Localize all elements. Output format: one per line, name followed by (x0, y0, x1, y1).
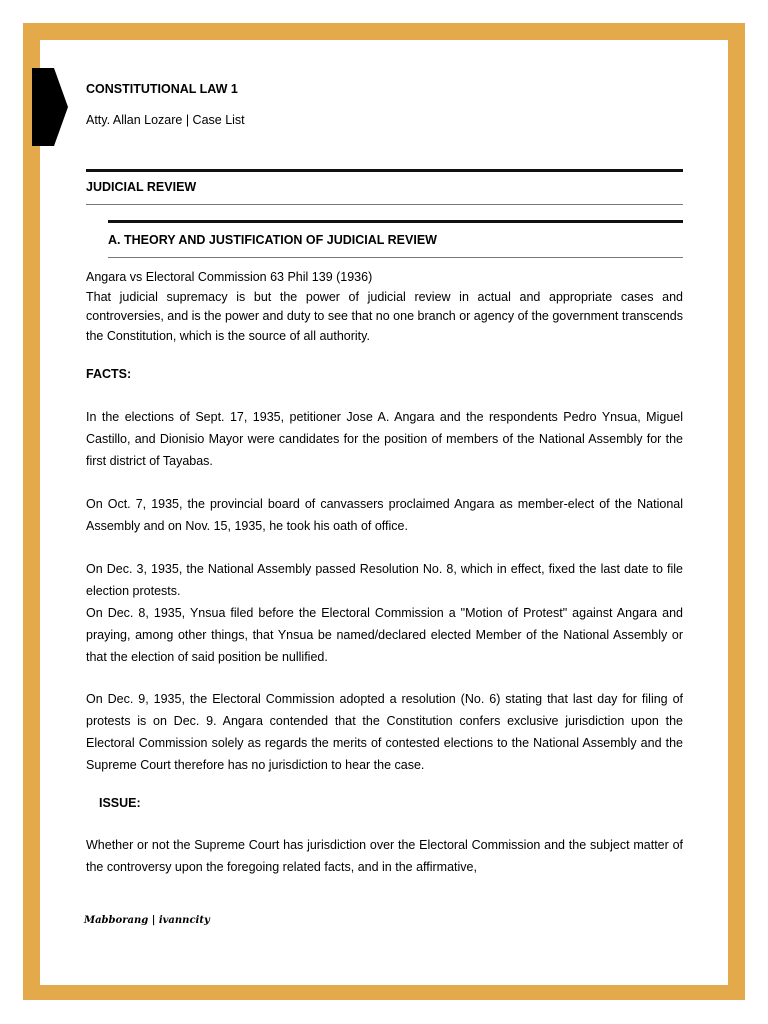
facts-paragraph: In the elections of Sept. 17, 1935, petitioner Jose A. Angara and the respondents Pedro Ynsua, Miguel Castillo, and Dionisio Mayor were candidates for the position of members of the National Assembly for the first district of Tayabas. (86, 410, 683, 468)
facts-label: FACTS: (86, 367, 132, 381)
divider-thin (108, 257, 683, 258)
facts-paragraph: On Dec. 8, 1935, Ynsua filed before the Electoral Commission a "Motion of Protest" against Angara and praying, among other things, that Ynsua be named/declared elected Member of the National Assembly or that the election of said position be nullified. (86, 606, 683, 664)
issue-paragraph: Whether or not the Supreme Court has jurisdiction over the Electoral Commission and the subject matter of the controversy upon the foregoing related facts, and in the affirmative, (86, 838, 683, 874)
document-title: CONSTITUTIONAL LAW 1 (86, 82, 238, 96)
case-name: Angara vs Electoral Commission 63 Phil 139 (1936) (86, 270, 373, 284)
divider-thick (108, 220, 683, 223)
divider-thin (86, 204, 683, 205)
bookmark-tab-icon (32, 68, 68, 146)
footer-signature: Mabborang | ivanncity (84, 915, 210, 926)
subsection-title: A. THEORY AND JUSTIFICATION OF JUDICIAL REVIEW (108, 233, 437, 247)
divider-thick (86, 169, 683, 172)
facts-paragraph: On Dec. 9, 1935, the Electoral Commission adopted a resolution (No. 6) stating that last day for filing of protests is on Dec. 9. Angara contended that the Constitution confers exclusive jurisdiction upon the Electoral Commission solely as regards the merits of contested elections to the National Assembly and the Supreme Court therefore has no jurisdiction to hear the case. (86, 692, 683, 772)
section-title: JUDICIAL REVIEW (86, 180, 197, 194)
case-doctrine: That judicial supremacy is but the power of judicial review in actual and appropriate cases and controversies, and is the power and duty to see that no one branch or agency of the government transcends the Constitution, which is the source of all authority. (86, 289, 683, 343)
case-summary (86, 268, 683, 346)
facts-paragraph: On Oct. 7, 1935, the provincial board of canvassers proclaimed Angara as member-elect of the National Assembly and on Nov. 15, 1935, he took his oath of office. (86, 497, 683, 533)
issue-label: ISSUE: (99, 796, 141, 810)
document-subtitle: Atty. Allan Lozare | Case List (86, 113, 245, 127)
facts-paragraph: On Dec. 3, 1935, the National Assembly passed Resolution No. 8, which in effect, fixed the last date to file election protests. (86, 562, 683, 598)
